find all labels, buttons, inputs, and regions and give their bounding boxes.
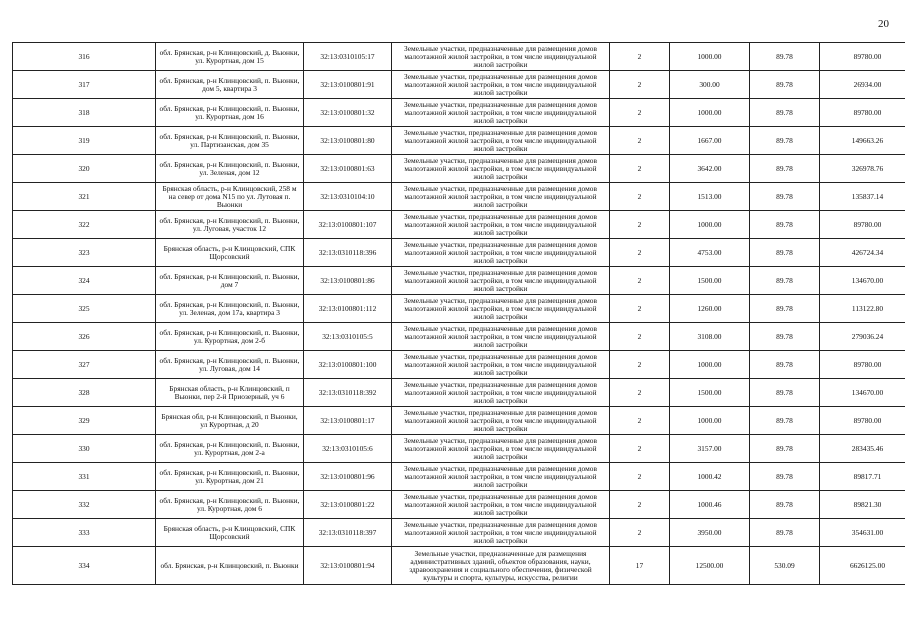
address-cell: обл. Брянская, р-н Клинцовский, п. Вьюнки, ул. Луговая, дом 14 <box>156 351 304 379</box>
row-number-cell: 331 <box>13 463 156 491</box>
address-cell: обл. Брянская, р-н Клинцовский, п. Вьюнки, ул. Курортная, дом 21 <box>156 463 304 491</box>
table-row <box>13 239 905 267</box>
cadastral-number-cell: 32:13:0100801:32 <box>304 99 392 127</box>
row-number-cell: 319 <box>13 127 156 155</box>
row-number-cell: 317 <box>13 71 156 99</box>
area-cell: 1000.46 <box>670 491 750 519</box>
area-cell: 3642.00 <box>670 155 750 183</box>
land-use-cell: Земельные участки, предназначенные для размещения домов малоэтажной жилой застройки, в том числе индивидуальной жилой застройки <box>392 463 610 491</box>
cadastral-value-cell: 135837.14 <box>820 183 905 211</box>
cadastral-value-cell: 426724.34 <box>820 239 905 267</box>
group-code-cell: 2 <box>610 267 670 295</box>
rate-cell: 89.78 <box>750 155 820 183</box>
cadastral-number-cell: 32:13:0310105:6 <box>304 435 392 463</box>
cadastral-number-cell: 32:13:0100801:96 <box>304 463 392 491</box>
address-cell: Брянская область, р-н Клинцовский, СПК Щорсовский <box>156 239 304 267</box>
cadastral-value-cell: 283435.46 <box>820 435 905 463</box>
land-registry-table <box>12 42 905 585</box>
group-code-cell: 2 <box>610 43 670 71</box>
rate-cell: 89.78 <box>750 211 820 239</box>
address-cell: Брянская область, р-н Клинцовский, п Вьюнки, пер 2-й Приозерный, уч 6 <box>156 379 304 407</box>
table-row <box>13 43 905 71</box>
rate-cell: 89.78 <box>750 183 820 211</box>
land-use-cell: Земельные участки, предназначенные для размещения домов малоэтажной жилой застройки, в том числе индивидуальной жилой застройки <box>392 491 610 519</box>
area-cell: 1000.00 <box>670 43 750 71</box>
cadastral-number-cell: 32:13:0100801:107 <box>304 211 392 239</box>
area-cell: 3108.00 <box>670 323 750 351</box>
table-row <box>13 295 905 323</box>
table-row <box>13 127 905 155</box>
land-use-cell: Земельные участки, предназначенные для размещения домов малоэтажной жилой застройки, в том числе индивидуальной жилой застройки <box>392 99 610 127</box>
cadastral-value-cell: 89821.30 <box>820 491 905 519</box>
row-number-cell: 328 <box>13 379 156 407</box>
area-cell: 1513.00 <box>670 183 750 211</box>
address-cell: Брянская область, р-н Клинцовский, 258 м на север от дома N15 по ул. Лутовая п. Вьюнки <box>156 183 304 211</box>
land-use-cell: Земельные участки, предназначенные для размещения домов малоэтажной жилой застройки, в том числе индивидуальной жилой застройки <box>392 71 610 99</box>
group-code-cell: 2 <box>610 295 670 323</box>
table-row <box>13 71 905 99</box>
row-number-cell: 334 <box>13 547 156 585</box>
rate-cell: 89.78 <box>750 435 820 463</box>
group-code-cell: 2 <box>610 155 670 183</box>
group-code-cell: 2 <box>610 71 670 99</box>
area-cell: 1000.00 <box>670 407 750 435</box>
row-number-cell: 318 <box>13 99 156 127</box>
land-use-cell: Земельные участки, предназначенные для размещения домов малоэтажной жилой застройки, в том числе индивидуальной жилой застройки <box>392 379 610 407</box>
group-code-cell: 2 <box>610 463 670 491</box>
land-use-cell: Земельные участки, предназначенные для размещения административных зданий, объектов образования, науки, здравоохранения и социального обеспечения, физической культуры и спорта, культуры, искусства, религии <box>392 547 610 585</box>
cadastral-value-cell: 134670.00 <box>820 267 905 295</box>
land-use-cell: Земельные участки, предназначенные для размещения домов малоэтажной жилой застройки, в том числе индивидуальной жилой застройки <box>392 351 610 379</box>
cadastral-value-cell: 89780.00 <box>820 43 905 71</box>
cadastral-value-cell: 89780.00 <box>820 99 905 127</box>
cadastral-value-cell: 89780.00 <box>820 351 905 379</box>
group-code-cell: 2 <box>610 519 670 547</box>
cadastral-number-cell: 32:13:0310105:5 <box>304 323 392 351</box>
table-row <box>13 267 905 295</box>
rate-cell: 530.09 <box>750 547 820 585</box>
land-use-cell: Земельные участки, предназначенные для размещения домов малоэтажной жилой застройки, в том числе индивидуальной жилой застройки <box>392 267 610 295</box>
land-use-cell: Земельные участки, предназначенные для размещения домов малоэтажной жилой застройки, в том числе индивидуальной жилой застройки <box>392 519 610 547</box>
rate-cell: 89.78 <box>750 491 820 519</box>
group-code-cell: 2 <box>610 351 670 379</box>
row-number-cell: 316 <box>13 43 156 71</box>
table-row <box>13 351 905 379</box>
row-number-cell: 324 <box>13 267 156 295</box>
group-code-cell: 2 <box>610 211 670 239</box>
address-cell: обл. Брянская, р-н Клинцовский, п. Вьюнки, ул. Курортная, дом 16 <box>156 99 304 127</box>
rate-cell: 89.78 <box>750 239 820 267</box>
cadastral-number-cell: 32:13:0310118:392 <box>304 379 392 407</box>
group-code-cell: 2 <box>610 407 670 435</box>
row-number-cell: 325 <box>13 295 156 323</box>
group-code-cell: 2 <box>610 127 670 155</box>
group-code-cell: 2 <box>610 323 670 351</box>
cadastral-number-cell: 32:13:0100801:80 <box>304 127 392 155</box>
rate-cell: 89.78 <box>750 407 820 435</box>
row-number-cell: 333 <box>13 519 156 547</box>
address-cell: обл. Брянская, р-н Клинцовский, п. Вьюнки, дом 7 <box>156 267 304 295</box>
rate-cell: 89.78 <box>750 351 820 379</box>
group-code-cell: 2 <box>610 491 670 519</box>
table-row <box>13 323 905 351</box>
cadastral-number-cell: 32:13:0310104:10 <box>304 183 392 211</box>
land-use-cell: Земельные участки, предназначенные для размещения домов малоэтажной жилой застройки, в том числе индивидуальной жилой застройки <box>392 127 610 155</box>
group-code-cell: 2 <box>610 239 670 267</box>
cadastral-value-cell: 149663.26 <box>820 127 905 155</box>
address-cell: обл. Брянская, р-н Клинцовский, д. Вьюнки, ул. Курортная, дом 15 <box>156 43 304 71</box>
rate-cell: 89.78 <box>750 323 820 351</box>
area-cell: 1000.00 <box>670 351 750 379</box>
cadastral-number-cell: 32:13:0310118:396 <box>304 239 392 267</box>
address-cell: Брянская область, р-н Клинцовский, СПК Щорсовский <box>156 519 304 547</box>
group-code-cell: 2 <box>610 99 670 127</box>
rate-cell: 89.78 <box>750 379 820 407</box>
table-row <box>13 547 905 585</box>
row-number-cell: 322 <box>13 211 156 239</box>
cadastral-value-cell: 354631.00 <box>820 519 905 547</box>
area-cell: 1000.42 <box>670 463 750 491</box>
rate-cell: 89.78 <box>750 99 820 127</box>
address-cell: обл. Брянская, р-н Клинцовский, п. Вьюнки, ул. Зеленая, дом 12 <box>156 155 304 183</box>
table-row <box>13 379 905 407</box>
area-cell: 4753.00 <box>670 239 750 267</box>
cadastral-number-cell: 32:13:0100801:94 <box>304 547 392 585</box>
cadastral-number-cell: 32:13:0310118:397 <box>304 519 392 547</box>
page-number: 20 <box>878 18 889 30</box>
area-cell: 3157.00 <box>670 435 750 463</box>
land-use-cell: Земельные участки, предназначенные для размещения домов малоэтажной жилой застройки, в том числе индивидуальной жилой застройки <box>392 435 610 463</box>
group-code-cell: 2 <box>610 379 670 407</box>
land-use-cell: Земельные участки, предназначенные для размещения домов малоэтажной жилой застройки, в том числе индивидуальной жилой застройки <box>392 407 610 435</box>
cadastral-value-cell: 89817.71 <box>820 463 905 491</box>
cadastral-number-cell: 32:13:0100801:22 <box>304 491 392 519</box>
area-cell: 1667.00 <box>670 127 750 155</box>
table-row <box>13 407 905 435</box>
address-cell: обл. Брянская, р-н Клинцовский, п. Вьюнки, ул. Курортная, дом 6 <box>156 491 304 519</box>
cadastral-number-cell: 32:13:0100801:63 <box>304 155 392 183</box>
rate-cell: 89.78 <box>750 295 820 323</box>
cadastral-value-cell: 6626125.00 <box>820 547 905 585</box>
cadastral-value-cell: 113122.80 <box>820 295 905 323</box>
row-number-cell: 327 <box>13 351 156 379</box>
land-use-cell: Земельные участки, предназначенные для размещения домов малоэтажной жилой застройки, в том числе индивидуальной жилой застройки <box>392 295 610 323</box>
cadastral-value-cell: 279036.24 <box>820 323 905 351</box>
address-cell: обл. Брянская, р-н Клинцовский, п. Вьюнки, ул. Курортная, дом 2-б <box>156 323 304 351</box>
table-row <box>13 211 905 239</box>
cadastral-value-cell: 89780.00 <box>820 211 905 239</box>
address-cell: обл. Брянская, р-н Клинцовский, п. Вьюнки, ул. Луговая, участок 12 <box>156 211 304 239</box>
table-row <box>13 99 905 127</box>
land-use-cell: Земельные участки, предназначенные для размещения домов малоэтажной жилой застройки, в том числе индивидуальной жилой застройки <box>392 239 610 267</box>
table-row <box>13 491 905 519</box>
land-use-cell: Земельные участки, предназначенные для размещения домов малоэтажной жилой застройки, в том числе индивидуальной жилой застройки <box>392 183 610 211</box>
address-cell: обл. Брянская, р-н Клинцовский, п. Вьюнки, ул. Партизанская, дом 35 <box>156 127 304 155</box>
table-row <box>13 155 905 183</box>
cadastral-value-cell: 326978.76 <box>820 155 905 183</box>
cadastral-number-cell: 32:13:0100801:112 <box>304 295 392 323</box>
rate-cell: 89.78 <box>750 71 820 99</box>
rate-cell: 89.78 <box>750 127 820 155</box>
area-cell: 1000.00 <box>670 99 750 127</box>
land-use-cell: Земельные участки, предназначенные для размещения домов малоэтажной жилой застройки, в том числе индивидуальной жилой застройки <box>392 155 610 183</box>
address-cell: обл. Брянская, р-н Клинцовский, п. Вьюнки <box>156 547 304 585</box>
row-number-cell: 320 <box>13 155 156 183</box>
cadastral-number-cell: 32:13:0100801:86 <box>304 267 392 295</box>
land-use-cell: Земельные участки, предназначенные для размещения домов малоэтажной жилой застройки, в том числе индивидуальной жилой застройки <box>392 211 610 239</box>
row-number-cell: 326 <box>13 323 156 351</box>
rate-cell: 89.78 <box>750 519 820 547</box>
land-use-cell: Земельные участки, предназначенные для размещения домов малоэтажной жилой застройки, в том числе индивидуальной жилой застройки <box>392 323 610 351</box>
address-cell: обл. Брянская, р-н Клинцовский, п. Вьюнки, ул. Зеленая, дом 17а, квартира 3 <box>156 295 304 323</box>
cadastral-number-cell: 32:13:0310105:17 <box>304 43 392 71</box>
area-cell: 12500.00 <box>670 547 750 585</box>
area-cell: 1500.00 <box>670 379 750 407</box>
row-number-cell: 329 <box>13 407 156 435</box>
cadastral-value-cell: 26934.00 <box>820 71 905 99</box>
table-row <box>13 183 905 211</box>
area-cell: 1500.00 <box>670 267 750 295</box>
land-use-cell: Земельные участки, предназначенные для размещения домов малоэтажной жилой застройки, в том числе индивидуальной жилой застройки <box>392 43 610 71</box>
group-code-cell: 2 <box>610 183 670 211</box>
row-number-cell: 323 <box>13 239 156 267</box>
area-cell: 1260.00 <box>670 295 750 323</box>
group-code-cell: 2 <box>610 435 670 463</box>
table-row <box>13 519 905 547</box>
row-number-cell: 330 <box>13 435 156 463</box>
area-cell: 3950.00 <box>670 519 750 547</box>
rate-cell: 89.78 <box>750 463 820 491</box>
table-row <box>13 435 905 463</box>
address-cell: обл. Брянская, р-н Клинцовский, п. Вьюнки, ул. Курортная, дом 2-а <box>156 435 304 463</box>
area-cell: 300.00 <box>670 71 750 99</box>
address-cell: Брянская обл, р-н Клинцовский, п Вьюнки, ул Курортная, д 20 <box>156 407 304 435</box>
group-code-cell: 17 <box>610 547 670 585</box>
row-number-cell: 321 <box>13 183 156 211</box>
table-body <box>13 43 905 585</box>
cadastral-value-cell: 134670.00 <box>820 379 905 407</box>
cadastral-number-cell: 32:13:0100801:17 <box>304 407 392 435</box>
area-cell: 1000.00 <box>670 211 750 239</box>
address-cell: обл. Брянская, р-н Клинцовский, п. Вьюнки, дом 5, квартира 3 <box>156 71 304 99</box>
rate-cell: 89.78 <box>750 267 820 295</box>
row-number-cell: 332 <box>13 491 156 519</box>
table-row <box>13 463 905 491</box>
cadastral-value-cell: 89780.00 <box>820 407 905 435</box>
rate-cell: 89.78 <box>750 43 820 71</box>
cadastral-number-cell: 32:13:0100801:91 <box>304 71 392 99</box>
cadastral-number-cell: 32:13:0100801:100 <box>304 351 392 379</box>
